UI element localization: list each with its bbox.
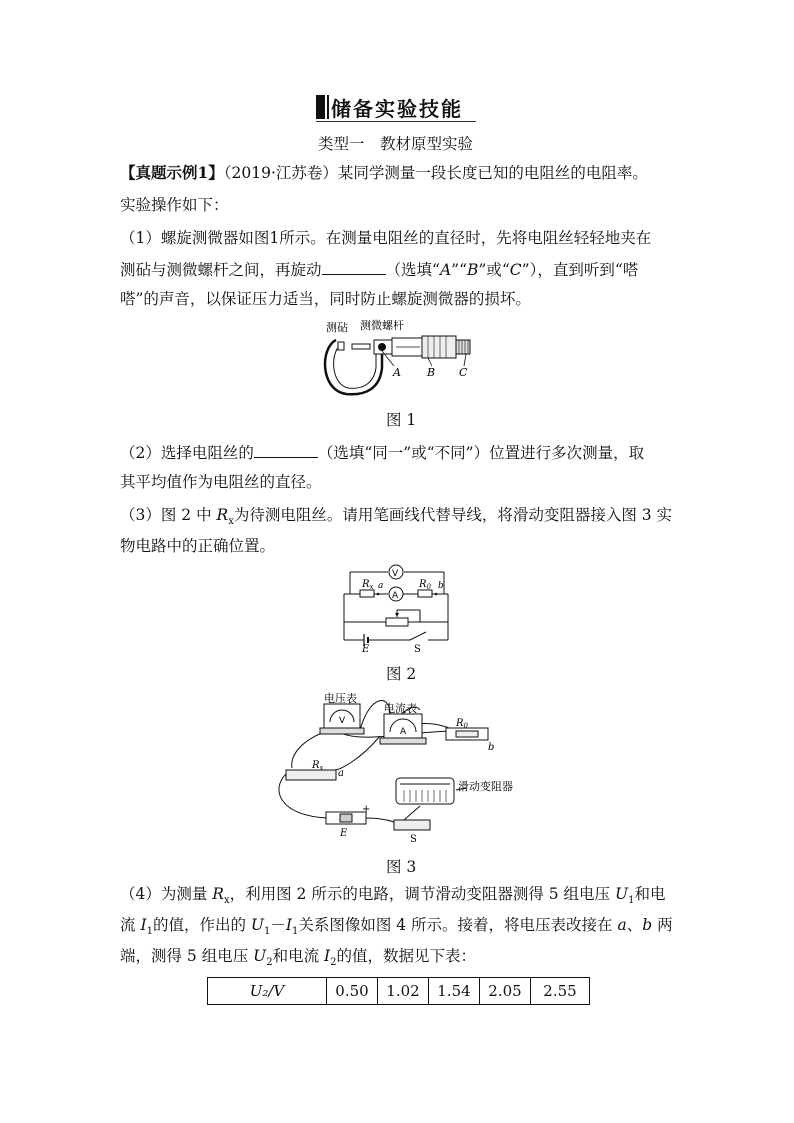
figure-1-caption: 图 1	[386, 411, 417, 429]
table-cell: 0.50	[327, 978, 378, 1005]
fig1-label-c: C	[459, 366, 468, 379]
q1-sep2: ”或“	[478, 261, 510, 279]
fig1-lock-knob	[378, 343, 386, 351]
fig2-r0-sub: 0	[426, 583, 431, 591]
fig3-label-ammeter: 电流表	[384, 702, 417, 715]
q3-rx: R	[216, 506, 229, 524]
fig3-switch	[394, 820, 430, 830]
q4-i1-b: I	[285, 916, 292, 934]
fig2-label-a-node: a	[378, 581, 384, 591]
fig2-r0-main: R	[419, 579, 427, 590]
fig2-r0-resistor	[418, 590, 432, 597]
fig3-label-plus: +	[362, 804, 371, 815]
fig1-label-spindle: 测微螺杆	[360, 319, 404, 332]
q4-minus: －	[270, 916, 286, 934]
q1-option-b: B	[467, 261, 479, 279]
example-tag: 【真题示例1】	[120, 163, 224, 182]
q1-line3: 嗒”的声音，以保证压力适当，同时防止螺旋测微器的损坏。	[120, 290, 531, 308]
q3-rx-sub: x	[228, 516, 234, 528]
q3-text-a: （3）图 2 中	[120, 506, 217, 524]
table-cell: 1.54	[429, 978, 480, 1005]
fig2-rx-main: R	[362, 579, 370, 590]
q4-text-h: 两	[652, 916, 673, 934]
example-intro-text: （2019·江苏卷）某同学测量一段长度已知的电阻丝的电阻率。	[223, 164, 648, 182]
q1-text-c: ”），直到听到“嗒	[521, 261, 639, 279]
subheading: 类型一 教材原型实验	[318, 135, 474, 153]
q4-rx-sub: x	[223, 895, 230, 907]
fig3-label-a-meter: A	[400, 727, 407, 737]
fig3-r0-main: R	[456, 718, 464, 729]
q4-u1-b: U	[250, 916, 264, 934]
q2-line1	[120, 441, 680, 463]
q4-line3	[120, 946, 680, 973]
q1-option-a: A	[439, 261, 452, 279]
fig2-rheostat	[386, 618, 408, 626]
fig3-label-v: V	[339, 716, 346, 726]
fig3-rheostat	[396, 778, 454, 804]
fig2-rx-sub: x	[369, 583, 374, 591]
fig3-r0-sub: 0	[463, 722, 468, 730]
q4-u1: U	[614, 885, 629, 903]
fig3-label-r0	[455, 718, 469, 730]
fig3-label-rheostat: 滑动变阻器	[458, 780, 513, 793]
fig3-label-e: E	[340, 828, 348, 839]
fig2-label-v: V	[392, 569, 399, 579]
q4-u1-sub: 1	[628, 895, 635, 907]
q2-line2: 其平均值作为电阻丝的直径。	[120, 473, 322, 491]
heading-bar-icon	[316, 95, 327, 119]
fig1-label-anvil: 测砧	[326, 321, 348, 334]
q4-text-j: 和电流	[272, 947, 325, 965]
fig2-label-b-node: b	[438, 581, 444, 591]
q1-sep1: ”“	[451, 261, 468, 279]
q4-u2: U	[253, 947, 267, 965]
q4-i1-sub: 1	[146, 926, 153, 938]
example-intro-line2: 实验操作如下：	[120, 196, 229, 214]
q4-text-c: 和电	[634, 885, 666, 903]
example-intro	[120, 163, 680, 183]
q4-text-i: 端，测得 5 组电压	[120, 947, 254, 965]
q4-text-b: ，利用图 2 所示的电路，调节滑动变阻器测得 5 组电压	[229, 885, 615, 903]
q4-node-a: a	[617, 916, 627, 934]
q4-i2-sub: 2	[330, 957, 337, 969]
q1-line1: （1）螺旋测微器如图1所示。在测量电阻丝的直径时，先将电阻丝轻轻地夹在	[120, 229, 652, 247]
q3-line2: 物电路中的正确位置。	[120, 537, 276, 555]
q1-line2	[120, 258, 680, 280]
q4-node-b: b	[642, 916, 653, 934]
q1-answer-blank[interactable]	[322, 258, 386, 275]
q4-line2	[120, 915, 680, 942]
q3-text-b: 为待测电阻丝。请用笔画线代替导线，将滑动变阻器接入图 3 实	[233, 506, 673, 524]
figure-3-caption: 图 3	[386, 858, 417, 876]
figure-3-apparatus	[270, 690, 530, 842]
table-header-cell: U₂/V	[208, 978, 327, 1005]
fig3-rx-sub: x	[319, 764, 324, 772]
q4-rx: R	[212, 885, 224, 903]
fig3-label-a: a	[338, 768, 344, 779]
q4-text-f: 关系图像如图 4 所示。接着，将电压表改接在	[298, 916, 618, 934]
fig2-label-r0	[418, 579, 432, 591]
q4-text-a: （4）为测量	[120, 885, 213, 903]
fig3-rx	[286, 770, 336, 780]
figure-2-circuit	[340, 560, 454, 654]
fig3-label-rx	[311, 760, 324, 772]
fig2-rx-resistor	[360, 590, 374, 597]
q2-answer-blank[interactable]	[254, 441, 318, 458]
q4-i2: I	[324, 947, 331, 965]
q4-text-e: 的值，作出的	[152, 916, 251, 934]
q2-text-b: （选填“同一”或“不同”）位置进行多次测量，取	[317, 444, 645, 462]
q4-u2-sub: 2	[266, 957, 273, 969]
heading-text: 储备实验技能	[331, 96, 463, 121]
q1-option-c: C	[509, 261, 522, 279]
fig2-label-rx	[361, 579, 374, 591]
q4-u1-b-sub: 1	[263, 926, 271, 938]
q4-text-k: 的值，数据见下表：	[336, 947, 477, 965]
figure-1-micrometer	[316, 318, 482, 402]
figure-2-caption: 图 2	[386, 665, 417, 683]
q2-text-a: （2）选择电阻丝的	[120, 444, 254, 462]
table-cell: 2.55	[531, 978, 590, 1005]
data-table	[207, 977, 590, 1005]
fig2-label-s: S	[414, 644, 421, 654]
section-heading	[316, 94, 463, 120]
fig3-label-b: b	[488, 742, 495, 753]
q1-text-b: （选填“	[385, 261, 440, 279]
fig3-label-s: S	[410, 834, 417, 842]
q4-text-d: 流	[120, 916, 141, 934]
fig1-label-a: A	[393, 366, 401, 379]
q3-line1	[120, 505, 680, 532]
fig2-label-a-meter: A	[392, 591, 399, 601]
fig2-label-e: E	[362, 644, 370, 654]
q1-text-a: 测砧与测微螺杆之间，再旋动	[120, 261, 322, 279]
q4-line1	[120, 884, 680, 911]
fig3-label-voltmeter: 电压表	[324, 692, 357, 705]
table-cell: 1.02	[378, 978, 429, 1005]
q4-text-g: 、	[626, 916, 643, 934]
q4-i1: I	[140, 916, 147, 934]
fig3-rx-main: R	[312, 760, 320, 771]
table-row	[208, 978, 590, 1005]
table-cell: 2.05	[480, 978, 531, 1005]
fig1-label-b: B	[427, 366, 436, 379]
q4-i1-b-sub: 1	[291, 926, 299, 938]
heading-underline	[316, 121, 476, 122]
